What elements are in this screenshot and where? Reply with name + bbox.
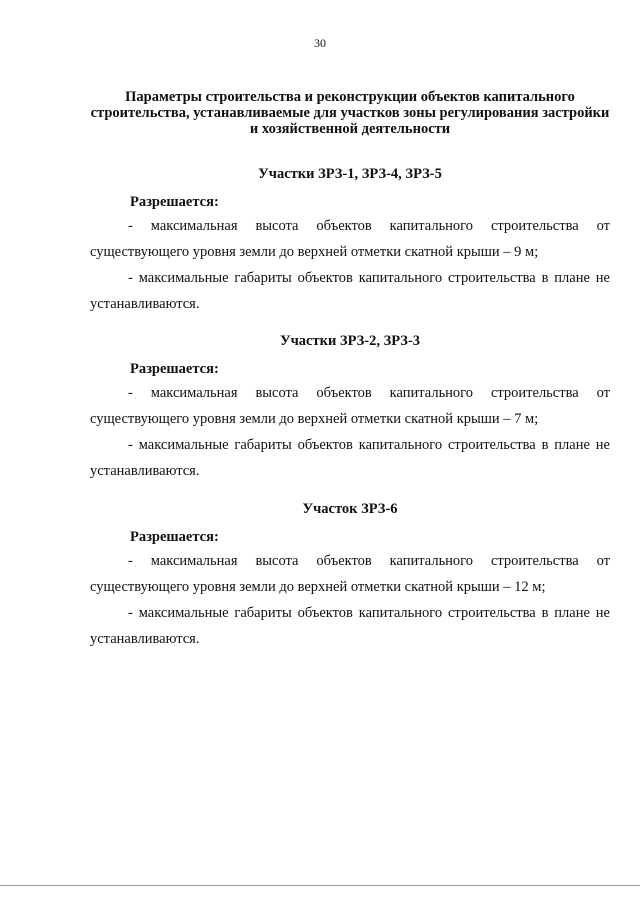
section-heading: Участки ЗРЗ-2, ЗРЗ-3: [279, 333, 421, 349]
permit-label: Разрешается:: [130, 194, 219, 210]
section-item: - максимальная высота объектов капитального строительства от существующего уровня земли до верхней отметки скатной крыши – 12 м;: [90, 553, 610, 595]
section-item: - максимальные габариты объектов капитального строительства в плане не устанавливаются.: [90, 605, 610, 647]
bottom-rule: [0, 885, 640, 886]
permit-label: Разрешается:: [130, 361, 219, 377]
section-item: - максимальная высота объектов капитального строительства от существующего уровня земли до верхней отметки скатной крыши – 9 м;: [90, 218, 610, 260]
section-item: - максимальная высота объектов капитального строительства от существующего уровня земли до верхней отметки скатной крыши – 7 м;: [90, 385, 610, 427]
page-number: 30: [314, 36, 326, 50]
section-item: - максимальные габариты объектов капитального строительства в плане не устанавливаются.: [90, 437, 610, 479]
section-heading: Участок ЗРЗ-6: [302, 501, 398, 517]
section-item: - максимальные габариты объектов капитального строительства в плане не устанавливаются.: [90, 270, 610, 312]
section-heading: Участки ЗРЗ-1, ЗРЗ-4, ЗРЗ-5: [258, 166, 442, 182]
permit-label: Разрешается:: [130, 529, 219, 545]
document-title: Параметры строительства и реконструкции объектов капитального строительства, устанавливаемые для участков зоны регулирования застройки и хозяйственной деятельности: [90, 89, 610, 137]
